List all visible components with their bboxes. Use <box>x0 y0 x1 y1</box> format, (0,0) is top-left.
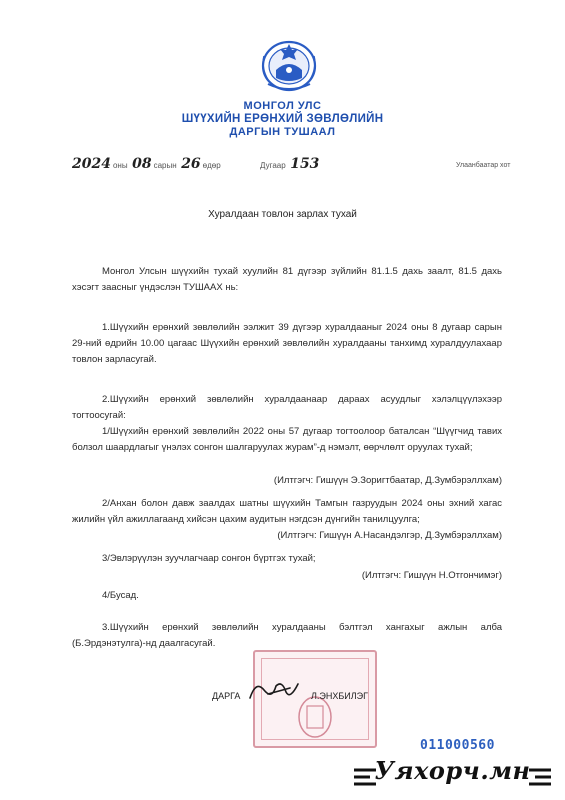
handwritten-signature <box>246 676 306 704</box>
sub-item-1-presenter: (Илтгэгч: Гишүүн Э.Зоригтбаатар, Д.Зумбэрэллхам) <box>273 475 502 486</box>
item-3-paragraph: 3.Шүүхийн ерөнхий зөвлөлийн хуралдааны бэлтгэл хангахыг ажлын алба (Б.Эрдэнэтулга)-нд даалгасугай. <box>72 622 502 649</box>
date-day-suffix: өдөр <box>202 161 221 170</box>
sub-item-2: 2/Анхан болон давж заалдах шатны шүүхийн Тамгын газруудын 2024 оны эхний хагас жилийн үйл ажиллагаанд хийсэн цахим аудитын нэгдсэн дүнгийн танилцуулга; <box>72 498 502 525</box>
date-month-suffix: сарын <box>153 161 177 170</box>
date-year: 2024 <box>72 156 111 172</box>
item-2-paragraph: 2.Шүүхийн ерөнхий зөвлөлийн хуралдаанаар дараах асуудлыг хэлэлцүүлэхээр тогтоосугай: <box>72 394 502 421</box>
sub-item-3-presenter: (Илтгэгч: Гишүүн Н.Отгончимэг) <box>361 570 502 581</box>
city-label: Улаанбаатар хот <box>456 162 511 169</box>
sub-item-1: 1/Шүүхийн ерөнхий зөвлөлийн 2022 оны 57 дугаар тогтоолоор баталсан “Шүүгчид тавих болзол шаардлагыг үнэлэх сонгон шалгаруулах журам”-д нэмэлт, өөрчлөлт оруулах тухай; <box>72 426 502 453</box>
preamble-paragraph: Монгол Улсын шүүхийн тухай хуулийн 81 дүгээр зүйлийн 81.1.5 дахь заалт, 81.5 дахь хэсэгт заасныг үндэслэн ТУШААХ нь: <box>72 266 502 293</box>
sub-item-4: 4/Бусад. <box>102 590 139 601</box>
serial-number: 011000560 <box>420 738 495 753</box>
date-month: 08 <box>132 156 152 172</box>
watermark-logo: Уяхорч.мн <box>374 756 531 785</box>
document-title: Хуралдаан товлон зарлах тухай <box>208 209 357 220</box>
order-number: 153 <box>290 156 320 172</box>
order-number-label: Дугаар <box>260 161 286 170</box>
sub-item-3: 3/Эвлэрүүлэн зуучлагчаар сонгон бүртгэх тухай; <box>102 553 316 564</box>
state-emblem-icon <box>258 36 320 92</box>
header-country: МОНГОЛ УЛС <box>243 100 322 112</box>
signatory-name: Л.ЭНХБИЛЭГ <box>311 691 369 701</box>
date-day: 26 <box>181 156 201 172</box>
order-number-line <box>258 156 319 172</box>
date-line <box>72 156 223 172</box>
header-office: ШҮҮХИЙН ЕРӨНХИЙ ЗӨВЛӨЛИЙН <box>181 113 384 125</box>
item-1-paragraph: 1.Шүүхийн ерөнхий зөвлөлийн ээлжит 39 дүгээр хуралдааныг 2024 оны 8 дугаар сарын 29-ний өдрийн 10.00 цагаас Шүүхийн ерөнхий зөвлөлийн хуралдааны танхимд хуралдуулахаар товлон зарласугай. <box>72 322 502 365</box>
sub-item-2-presenter: (Илтгэгч: Гишүүн А.Насандэлгэр, Д.Зумбэрэллхам) <box>277 530 502 541</box>
date-year-suffix: оны <box>112 161 128 170</box>
signatory-role: ДАРГА <box>212 691 241 701</box>
header-order-type: ДАРГЫН ТУШААЛ <box>229 126 336 138</box>
